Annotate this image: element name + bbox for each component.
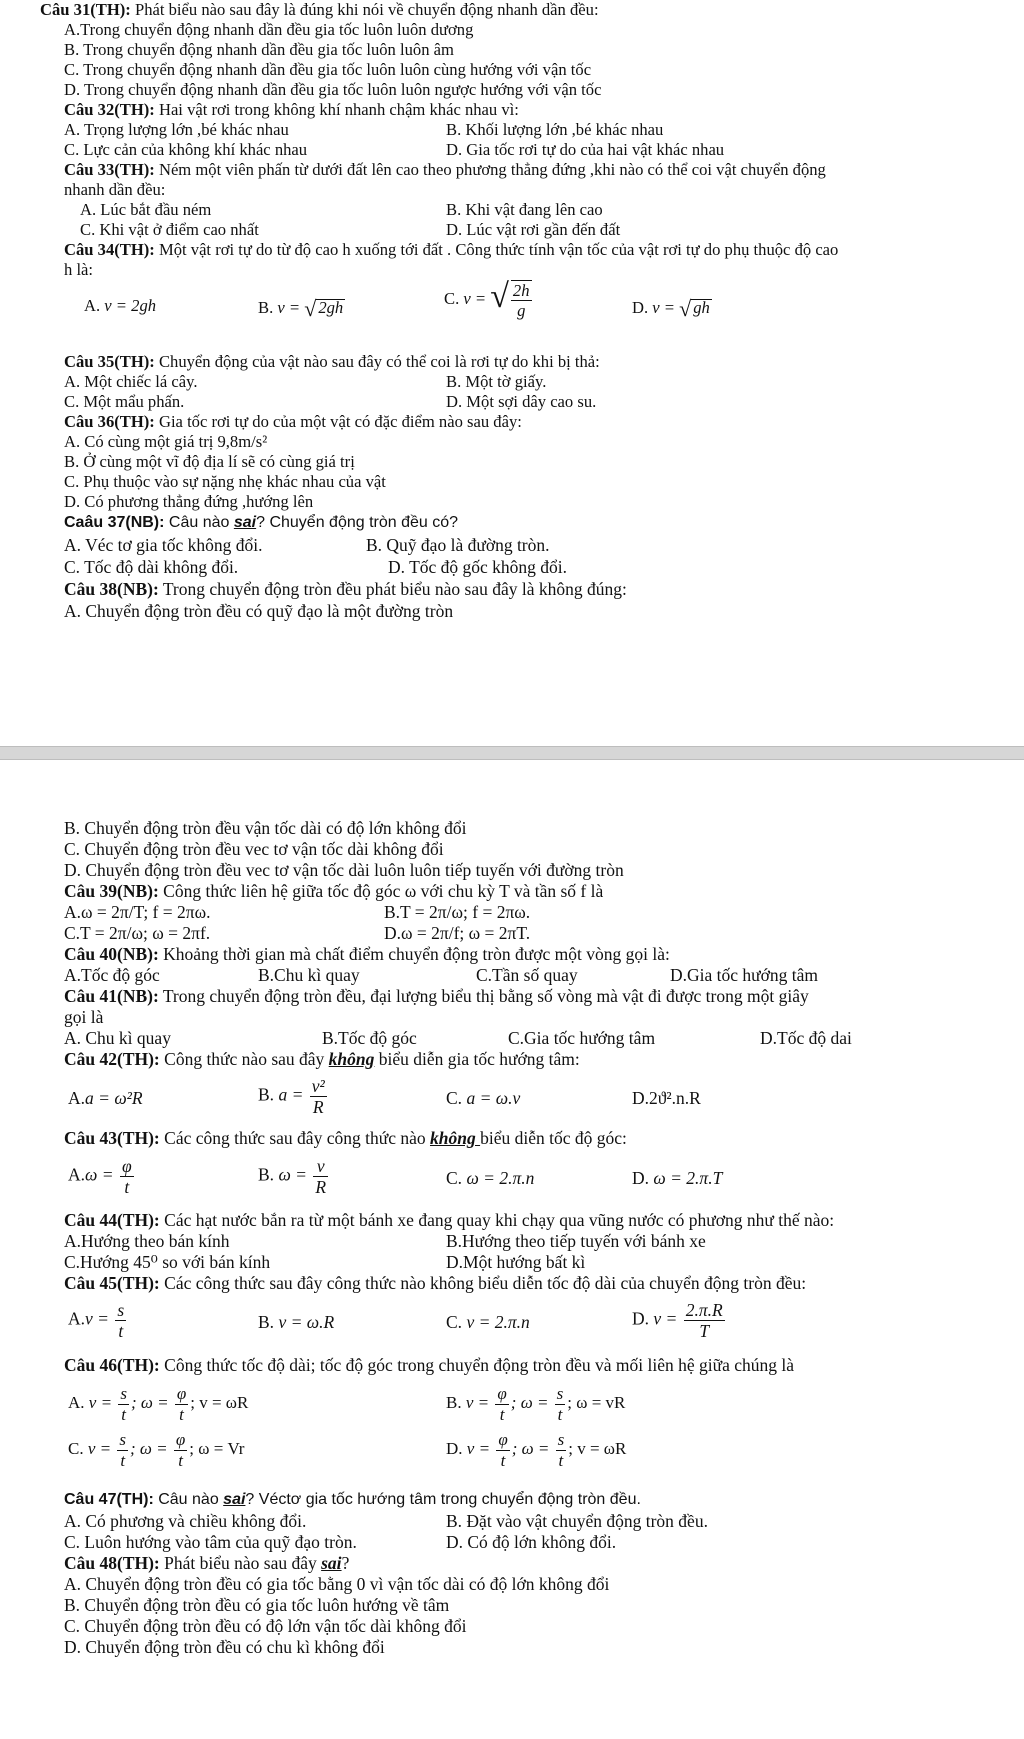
q34-option-c: C. v = √ $\frac{2h}{g}$ — [444, 278, 530, 321]
q40-option-a: A.Tốc độ góc — [64, 965, 160, 985]
q44-option-d: D.Một hướng bất kì — [446, 1252, 586, 1272]
q32-option-d: D. Gia tốc rơi tự do của hai vật khác nhau — [446, 140, 725, 159]
q33-stem: Câu 33(TH): Ném một viên phấn từ dưới đất lên cao theo phương thẳng đứng ,khi nào có thể coi vật chuyển động — [64, 160, 826, 179]
q39-option-c: C.T = 2π/ω; ω = 2πf. — [64, 923, 211, 943]
q45-option-b: B. v = ω.R — [258, 1312, 335, 1332]
q43-option-b: B. ω = $\frac{v}{R}$ — [258, 1156, 327, 1198]
q36-stem: Câu 36(TH): Gia tốc rơi tự do của một vật có đặc điểm nào sau đây: — [64, 412, 522, 431]
q42-option-c: C. a = ω.v — [446, 1088, 521, 1108]
q42-stem: Câu 42(TH): Công thức nào sau đây không biểu diễn gia tốc hướng tâm: — [64, 1049, 580, 1069]
page-top — [0, 0, 1024, 746]
q32-stem: Câu 32(TH): Hai vật rơi trong không khí nhanh chậm khác nhau vì: — [64, 100, 519, 119]
q35-stem: Câu 35(TH): Chuyển động của vật nào sau đây có thể coi là rơi tự do khi bị thả: — [64, 352, 600, 371]
q44-stem: Câu 44(TH): Các hạt nước bắn ra từ một bánh xe đang quay khi chạy qua vũng nước có phương như thế nào: — [64, 1210, 835, 1230]
q33-option-a: A. Lúc bắt đầu ném — [80, 200, 212, 219]
q35-option-b: B. Một tờ giấy. — [446, 372, 547, 391]
q41-option-d: D.Tốc độ dai — [760, 1028, 852, 1048]
page-separator — [0, 746, 1024, 760]
q34-stem-cont: h là: — [64, 260, 94, 279]
q36-option-a: A. Có cùng một giá trị 9,8m/s² — [64, 432, 268, 451]
q32-option-c: C. Lực cản của không khí khác nhau — [64, 140, 308, 159]
q31-option-b: B. Trong chuyển động nhanh dần đều gia tốc luôn luôn âm — [64, 40, 454, 59]
q33-option-b: B. Khi vật đang lên cao — [446, 200, 603, 219]
q34-stem: Câu 34(TH): Một vật rơi tự do từ độ cao h xuống tới đất . Công thức tính vận tốc của vật rơi tự do phụ thuộc độ cao — [64, 240, 839, 259]
q41-option-a: A. Chu kì quay — [64, 1028, 171, 1048]
q35-option-d: D. Một sợi dây cao su. — [446, 392, 597, 411]
q38-stem: Câu 38(NB): Trong chuyển động tròn đều phát biểu nào sau đây là không đúng: — [64, 579, 627, 599]
q46-option-c: C. v = $\frac{s}{t}$ ; ω = $\frac{\varphi}{t}$ ; ω = Vr — [68, 1430, 245, 1470]
q40-option-b: B.Chu kì quay — [258, 965, 360, 985]
q36-option-c: C. Phụ thuộc vào sự nặng nhẹ khác nhau của vật — [64, 472, 386, 491]
q38-option-b: B. Chuyển động tròn đều vận tốc dài có độ lớn không đổi — [64, 818, 467, 838]
q32-option-b: B. Khối lượng lớn ,bé khác nhau — [446, 120, 664, 139]
q31-option-d: D. Trong chuyển động nhanh dần đều gia tốc luôn luôn ngược hướng với vận tốc — [64, 80, 602, 99]
q37-option-b: B. Quỹ đạo là đường tròn. — [366, 535, 550, 555]
q48-option-b: B. Chuyển động tròn đều có gia tốc luôn hướng về tâm — [64, 1595, 450, 1615]
q42-option-b: B. a = $\frac{\text{v²}}{R}$ — [258, 1076, 325, 1118]
q47-option-d: D. Có độ lớn không đổi. — [446, 1532, 617, 1552]
q47-option-c: C. Luôn hướng vào tâm của quỹ đạo tròn. — [64, 1532, 357, 1552]
q34-option-d: D. v = √ gh — [632, 296, 710, 321]
q42-option-a: A.a = ω²R — [68, 1088, 143, 1108]
q46-option-a: A. v = $\frac{s}{t}$ ; ω = $\frac{\varphi}{t}$ ; v = ωR — [68, 1384, 249, 1424]
q37-option-d: D. Tốc độ gốc không đổi. — [388, 557, 568, 577]
q48-option-a: A. Chuyển động tròn đều có gia tốc bằng 0 vì vận tốc dài có độ lớn không đổi — [64, 1574, 610, 1594]
q45-stem: Câu 45(TH): Các công thức sau đây công thức nào không biểu diễn tốc độ dài của chuyển động tròn đều: — [64, 1273, 807, 1293]
q43-option-a: A.ω = $\frac{\varphi}{t}$ — [68, 1156, 132, 1198]
q45-option-d: D. v = $\frac{2.\pi.R}{T}$ — [632, 1300, 723, 1342]
q31-option-c: C. Trong chuyển động nhanh dần đều gia tốc luôn luôn cùng hướng với vận tốc — [64, 60, 592, 79]
q36-option-b: B. Ở cùng một vĩ độ địa lí sẽ có cùng giá trị — [64, 452, 355, 471]
q41-option-c: C.Gia tốc hướng tâm — [508, 1028, 656, 1048]
q42-option-d: D.2ϑ².n.R — [632, 1088, 701, 1108]
q47-stem: Câu 47(TH): Câu nào sai? Véctơ gia tốc hướng tâm trong chuyển động tròn đều. — [64, 1491, 641, 1508]
q39-option-a: A.ω = 2π/T; f = 2πω. — [64, 902, 211, 922]
q34-option-a: A. v = 2gh — [84, 296, 157, 315]
q40-stem: Câu 40(NB): Khoảng thời gian mà chất điểm chuyển động tròn được một vòng gọi là: — [64, 944, 670, 964]
q45-option-c: C. v = 2.π.n — [446, 1312, 530, 1332]
q43-stem: Câu 43(TH): Các công thức sau đây công thức nào không biểu diễn tốc độ góc: — [64, 1128, 627, 1148]
q31-stem: Câu 31(TH): Phát biểu nào sau đây là đúng khi nói về chuyển động nhanh dần đều: — [40, 0, 599, 19]
q34-option-b: B. v = √ 2gh — [258, 296, 344, 321]
q46-stem: Câu 46(TH): Công thức tốc độ dài; tốc độ góc trong chuyển động tròn đều và mối liên hệ giữa chúng là — [64, 1355, 795, 1375]
q38-option-a: A. Chuyển động tròn đều có quỹ đạo là một đường tròn — [64, 601, 454, 621]
q36-option-d: D. Có phương thẳng đứng ,hướng lên — [64, 492, 314, 511]
q46-option-b: B. v = $\frac{\varphi}{t}$ ; ω = $\frac{s}{t}$ ; ω = vR — [446, 1384, 626, 1424]
q39-option-b: B.T = 2π/ω; f = 2πω. — [384, 902, 531, 922]
q48-option-c: C. Chuyển động tròn đều có độ lớn vận tốc dài không đổi — [64, 1616, 467, 1636]
q33-option-c: C. Khi vật ở điểm cao nhất — [80, 220, 259, 239]
q33-stem-cont: nhanh dần đều: — [64, 180, 166, 199]
q38-option-d: D. Chuyển động tròn đều vec tơ vận tốc dài luôn luôn tiếp tuyến với đường tròn — [64, 860, 624, 880]
q37-stem: Caâu 37(NB): Câu nào sai? Chuyển động tròn đều có? — [64, 514, 459, 531]
q44-option-b: B.Hướng theo tiếp tuyến với bánh xe — [446, 1231, 706, 1251]
q38-option-c: C. Chuyển động tròn đều vec tơ vận tốc dài không đổi — [64, 839, 444, 859]
q40-option-c: C.Tần số quay — [476, 965, 578, 985]
q46-option-d: D. v = $\frac{\varphi}{t}$ ; ω = $\frac{s}{t}$ ; v = ωR — [446, 1430, 627, 1470]
q39-stem: Câu 39(NB): Công thức liên hệ giữa tốc độ góc ω với chu kỳ T và tần số f là — [64, 881, 604, 901]
q41-stem: Câu 41(NB): Trong chuyển động tròn đều, đại lượng biểu thị bằng số vòng mà vật đi được trong một giây — [64, 986, 809, 1006]
q43-option-c: C. ω = 2.π.n — [446, 1168, 535, 1188]
q48-stem: Câu 48(TH): Phát biểu nào sau đây sai? — [64, 1553, 350, 1573]
page-bottom — [0, 760, 1024, 1739]
q45-option-a: A.v = $\frac{s}{t}$ — [68, 1300, 125, 1342]
q44-option-a: A.Hướng theo bán kính — [64, 1231, 230, 1251]
q39-option-d: D.ω = 2π/f; ω = 2πT. — [384, 923, 531, 943]
q35-option-c: C. Một mẩu phấn. — [64, 392, 185, 411]
q33-option-d: D. Lúc vật rơi gần đến đất — [446, 220, 621, 239]
q47-option-b: B. Đặt vào vật chuyển động tròn đều. — [446, 1511, 708, 1531]
q41-option-b: B.Tốc độ góc — [322, 1028, 417, 1048]
q35-option-a: A. Một chiếc lá cây. — [64, 372, 198, 391]
q41-stem-cont: gọi là — [64, 1007, 104, 1027]
q44-option-c: C.Hướng 45⁰ so với bán kính — [64, 1252, 271, 1272]
q31-option-a: A.Trong chuyển động nhanh dần đều gia tốc luôn luôn dương — [64, 20, 474, 39]
q43-option-d: D. ω = 2.π.T — [632, 1168, 723, 1188]
q32-option-a: A. Trọng lượng lớn ,bé khác nhau — [64, 120, 289, 139]
q47-option-a: A. Có phương và chiều không đổi. — [64, 1511, 307, 1531]
q37-option-c: C. Tốc độ dài không đổi. — [64, 557, 239, 577]
q37-option-a: A. Véc tơ gia tốc không đổi. — [64, 535, 263, 555]
q48-option-d: D. Chuyển động tròn đều có chu kì không đổi — [64, 1637, 385, 1657]
q40-option-d: D.Gia tốc hướng tâm — [670, 965, 819, 985]
